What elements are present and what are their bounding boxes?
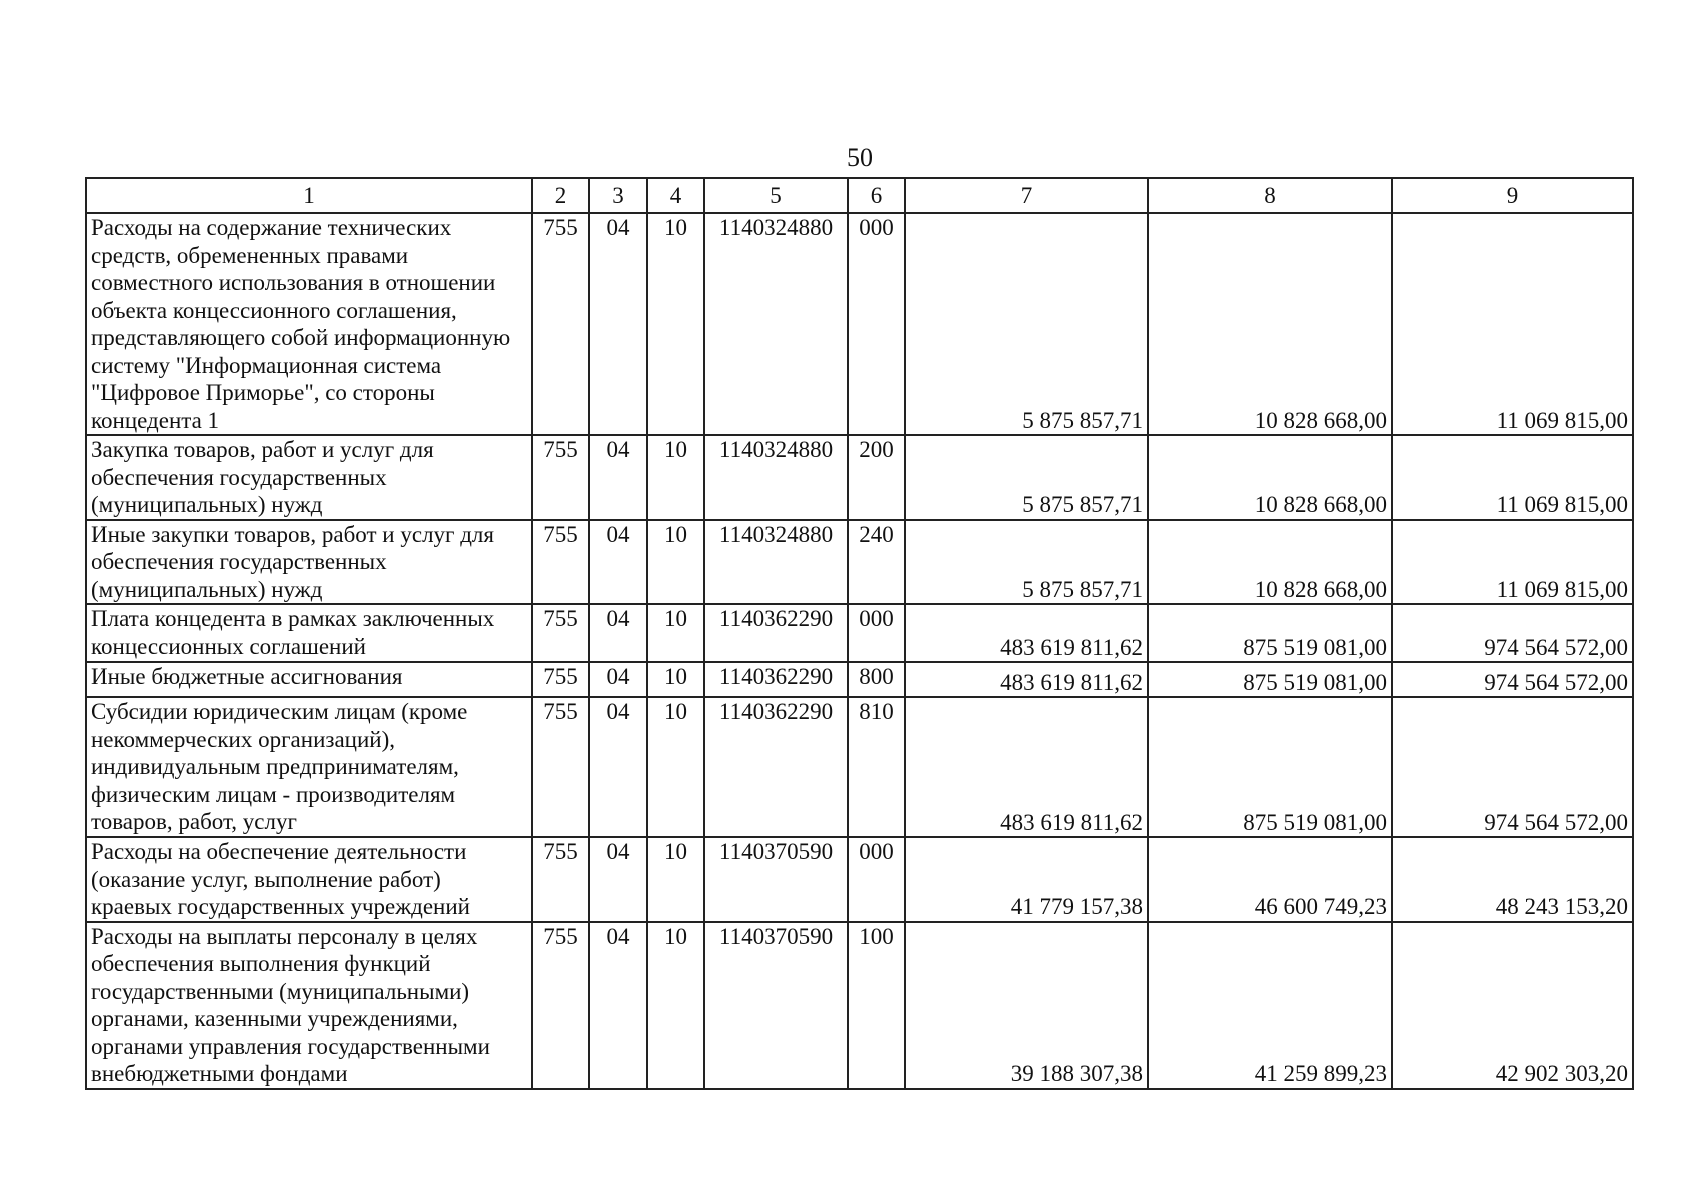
cell-expense-type: 810 bbox=[848, 697, 905, 837]
cell-amount-col8: 875 519 081,00 bbox=[1148, 604, 1392, 662]
page-number: 50 bbox=[847, 143, 873, 172]
cell-rz-code: 755 bbox=[532, 837, 589, 922]
header-cell: 4 bbox=[647, 178, 704, 213]
cell-amount-col9: 974 564 572,00 bbox=[1392, 662, 1633, 697]
cell-amount-col9: 42 902 303,20 bbox=[1392, 922, 1633, 1089]
table-row bbox=[86, 697, 1633, 837]
row-description: Субсидии юридическим лицам (кроме некоммерческих организаций), индивидуальным предпринимателям, физическим лицам - производителям товаров, работ, услуг bbox=[86, 697, 532, 837]
cell-target-article: 1140362290 bbox=[704, 662, 848, 697]
cell-amount-col9: 11 069 815,00 bbox=[1392, 435, 1633, 520]
table-body bbox=[86, 178, 1633, 1089]
cell-rz-code: 755 bbox=[532, 662, 589, 697]
cell-section-code: 04 bbox=[589, 213, 647, 435]
cell-rz-code: 755 bbox=[532, 922, 589, 1089]
cell-subsection-code: 10 bbox=[647, 697, 704, 837]
cell-section-code: 04 bbox=[589, 837, 647, 922]
cell-amount-col7: 483 619 811,62 bbox=[905, 662, 1148, 697]
cell-amount-col8: 10 828 668,00 bbox=[1148, 520, 1392, 605]
cell-amount-col9: 974 564 572,00 bbox=[1392, 697, 1633, 837]
cell-expense-type: 000 bbox=[848, 837, 905, 922]
cell-expense-type: 100 bbox=[848, 922, 905, 1089]
cell-subsection-code: 10 bbox=[647, 604, 704, 662]
table-row bbox=[86, 922, 1633, 1089]
cell-expense-type: 240 bbox=[848, 520, 905, 605]
cell-amount-col8: 46 600 749,23 bbox=[1148, 837, 1392, 922]
row-description: Иные бюджетные ассигнования bbox=[86, 662, 532, 697]
cell-subsection-code: 10 bbox=[647, 435, 704, 520]
cell-target-article: 1140324880 bbox=[704, 213, 848, 435]
cell-amount-col8: 10 828 668,00 bbox=[1148, 213, 1392, 435]
cell-expense-type: 800 bbox=[848, 662, 905, 697]
cell-amount-col7: 5 875 857,71 bbox=[905, 435, 1148, 520]
table-row bbox=[86, 662, 1633, 697]
cell-amount-col7: 5 875 857,71 bbox=[905, 520, 1148, 605]
cell-amount-col8: 41 259 899,23 bbox=[1148, 922, 1392, 1089]
row-description: Плата концедента в рамках заключенных концессионных соглашений bbox=[86, 604, 532, 662]
cell-amount-col9: 974 564 572,00 bbox=[1392, 604, 1633, 662]
header-row bbox=[86, 178, 1633, 213]
table-row bbox=[86, 435, 1633, 520]
cell-subsection-code: 10 bbox=[647, 922, 704, 1089]
row-description: Расходы на выплаты персоналу в целях обеспечения выполнения функций государственными (муниципальными) органами, казенными учреждениями, органами управления государственными внебюджетными фондами bbox=[86, 922, 532, 1089]
header-cell: 2 bbox=[532, 178, 589, 213]
cell-expense-type: 000 bbox=[848, 604, 905, 662]
cell-amount-col9: 11 069 815,00 bbox=[1392, 520, 1633, 605]
cell-section-code: 04 bbox=[589, 435, 647, 520]
budget-table bbox=[85, 177, 1634, 1090]
cell-amount-col8: 10 828 668,00 bbox=[1148, 435, 1392, 520]
cell-target-article: 1140370590 bbox=[704, 837, 848, 922]
row-description: Расходы на содержание технических средств, обремененных правами совместного использования в отношении объекта концессионного соглашения, представляющего собой информационную систему "Информационная система "Цифровое Приморье", со стороны концедента 1 bbox=[86, 213, 532, 435]
cell-target-article: 1140362290 bbox=[704, 604, 848, 662]
cell-amount-col7: 41 779 157,38 bbox=[905, 837, 1148, 922]
header-cell: 9 bbox=[1392, 178, 1633, 213]
row-description: Иные закупки товаров, работ и услуг для обеспечения государственных (муниципальных) нужд bbox=[86, 520, 532, 605]
header-cell: 8 bbox=[1148, 178, 1392, 213]
cell-amount-col9: 11 069 815,00 bbox=[1392, 213, 1633, 435]
cell-subsection-code: 10 bbox=[647, 213, 704, 435]
cell-amount-col8: 875 519 081,00 bbox=[1148, 662, 1392, 697]
header-cell: 5 bbox=[704, 178, 848, 213]
header-cell: 7 bbox=[905, 178, 1148, 213]
cell-amount-col7: 39 188 307,38 bbox=[905, 922, 1148, 1089]
row-description: Закупка товаров, работ и услуг для обеспечения государственных (муниципальных) нужд bbox=[86, 435, 532, 520]
cell-amount-col7: 483 619 811,62 bbox=[905, 604, 1148, 662]
cell-amount-col8: 875 519 081,00 bbox=[1148, 697, 1392, 837]
cell-section-code: 04 bbox=[589, 697, 647, 837]
cell-rz-code: 755 bbox=[532, 435, 589, 520]
cell-target-article: 1140370590 bbox=[704, 922, 848, 1089]
cell-expense-type: 000 bbox=[848, 213, 905, 435]
table-row bbox=[86, 837, 1633, 922]
cell-amount-col7: 483 619 811,62 bbox=[905, 697, 1148, 837]
cell-target-article: 1140324880 bbox=[704, 520, 848, 605]
cell-target-article: 1140362290 bbox=[704, 697, 848, 837]
header-cell: 3 bbox=[589, 178, 647, 213]
cell-rz-code: 755 bbox=[532, 604, 589, 662]
header-cell: 6 bbox=[848, 178, 905, 213]
cell-subsection-code: 10 bbox=[647, 837, 704, 922]
cell-subsection-code: 10 bbox=[647, 520, 704, 605]
cell-section-code: 04 bbox=[589, 520, 647, 605]
table-row bbox=[86, 604, 1633, 662]
cell-rz-code: 755 bbox=[532, 213, 589, 435]
cell-expense-type: 200 bbox=[848, 435, 905, 520]
cell-amount-col9: 48 243 153,20 bbox=[1392, 837, 1633, 922]
cell-rz-code: 755 bbox=[532, 520, 589, 605]
cell-amount-col7: 5 875 857,71 bbox=[905, 213, 1148, 435]
cell-subsection-code: 10 bbox=[647, 662, 704, 697]
cell-rz-code: 755 bbox=[532, 697, 589, 837]
header-cell: 1 bbox=[86, 178, 532, 213]
cell-target-article: 1140324880 bbox=[704, 435, 848, 520]
table-row bbox=[86, 520, 1633, 605]
row-description: Расходы на обеспечение деятельности (оказание услуг, выполнение работ) краевых государственных учреждений bbox=[86, 837, 532, 922]
table-row bbox=[86, 213, 1633, 435]
cell-section-code: 04 bbox=[589, 662, 647, 697]
cell-section-code: 04 bbox=[589, 922, 647, 1089]
cell-section-code: 04 bbox=[589, 604, 647, 662]
